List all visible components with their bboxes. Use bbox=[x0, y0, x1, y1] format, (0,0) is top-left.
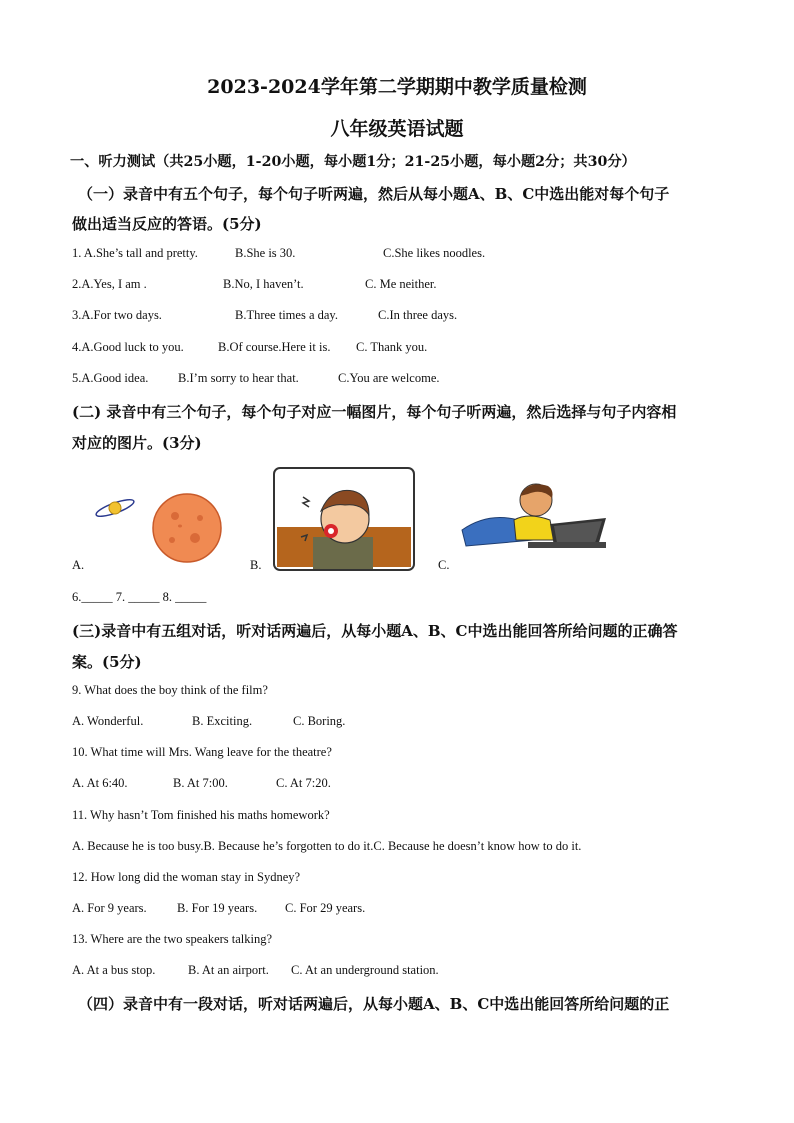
picture-a-label: A. bbox=[72, 558, 85, 572]
option-b: B.Three times a day. bbox=[235, 308, 338, 322]
question-9: 9. What does the boy think of the film? bbox=[72, 683, 268, 697]
question-13-options bbox=[72, 963, 439, 978]
question-11-options bbox=[72, 839, 581, 854]
question-2 bbox=[72, 277, 437, 292]
option-a: A. For 9 years. bbox=[72, 901, 147, 915]
option-c: C.In three days. bbox=[378, 308, 458, 322]
part1-heading: 一、听力测试（共25小题，1-20小题，每小题1分；21-25小题，每小题2分；共30分） bbox=[70, 154, 636, 170]
exam-title: 2023-2024学年第二学期期中教学质量检测 bbox=[207, 76, 587, 98]
sec1-instruction-line1: （一）录音中有五个句子，每个句子听两遍，然后从每小题A、B、C中选出能对每个句子 bbox=[78, 185, 670, 203]
picture-a-planets bbox=[90, 488, 240, 563]
question-10-options bbox=[72, 776, 331, 791]
sec1-instruction-line2: 做出适当反应的答语。(5分) bbox=[72, 215, 262, 233]
sec2-instruction-line2: 对应的图片。(3分) bbox=[72, 434, 202, 452]
picture-b-toothache bbox=[273, 467, 415, 571]
option-b: B. At 7:00. bbox=[173, 776, 228, 790]
option-b: B.No, I haven’t. bbox=[223, 277, 304, 291]
option-c: C. For 29 years. bbox=[285, 901, 366, 915]
option-b: B.She is 30. bbox=[235, 246, 296, 260]
option-a: 5.A.Good idea. bbox=[72, 371, 149, 385]
option-c: C. Because he doesn’t know how to do it. bbox=[373, 839, 582, 853]
question-4 bbox=[72, 340, 427, 355]
question-11: 11. Why hasn’t Tom finished his maths homework? bbox=[72, 808, 330, 822]
option-a: A. Wonderful. bbox=[72, 714, 144, 728]
sec3-instruction-line2: 案。(5分) bbox=[72, 653, 142, 671]
option-c: C. Me neither. bbox=[365, 277, 437, 291]
question-9-options bbox=[72, 714, 345, 729]
option-c: C. Thank you. bbox=[356, 340, 428, 354]
option-b: B.Of course.Here it is. bbox=[218, 340, 331, 354]
option-a: A. At 6:40. bbox=[72, 776, 128, 790]
option-a: 4.A.Good luck to you. bbox=[72, 340, 184, 354]
option-a: 2.A.Yes, I am . bbox=[72, 277, 147, 291]
answer-blanks-6-8: 6._____ 7. _____ 8. _____ bbox=[72, 590, 207, 604]
sec3-instruction-line1: (三)录音中有五组对话，听对话两遍后，从每小题A、B、C中选出能回答所给问题的正确答 bbox=[72, 622, 678, 640]
option-c: C.She likes noodles. bbox=[383, 246, 486, 260]
option-c: C. At 7:20. bbox=[276, 776, 331, 790]
picture-b-label: B. bbox=[250, 558, 262, 572]
option-a: 1. A.She’s tall and pretty. bbox=[72, 246, 198, 260]
question-12: 12. How long did the woman stay in Sydney? bbox=[72, 870, 301, 884]
question-13: 13. Where are the two speakers talking? bbox=[72, 932, 273, 946]
question-1 bbox=[72, 246, 485, 261]
question-3 bbox=[72, 308, 457, 323]
option-b: B. Because he’s forgotten to do it. bbox=[203, 839, 374, 853]
option-c: C. Boring. bbox=[293, 714, 346, 728]
option-a: A. At a bus stop. bbox=[72, 963, 156, 977]
picture-c-label: C. bbox=[438, 558, 450, 572]
option-b: B.I’m sorry to hear that. bbox=[178, 371, 299, 385]
option-b: B. For 19 years. bbox=[177, 901, 258, 915]
option-a: A. Because he is too busy. bbox=[72, 839, 204, 853]
question-12-options bbox=[72, 901, 365, 916]
picture-c-laptop bbox=[458, 480, 610, 552]
question-10: 10. What time will Mrs. Wang leave for the theatre? bbox=[72, 745, 332, 759]
option-a: 3.A.For two days. bbox=[72, 308, 162, 322]
question-5 bbox=[72, 371, 440, 386]
option-b: B. Exciting. bbox=[192, 714, 253, 728]
option-c: C. At an underground station. bbox=[291, 963, 439, 977]
exam-subtitle: 八年级英语试题 bbox=[330, 118, 464, 140]
sec4-instruction-line1: （四）录音中有一段对话，听对话两遍后，从每小题A、B、C中选出能回答所给问题的正 bbox=[78, 995, 670, 1013]
option-b: B. At an airport. bbox=[188, 963, 269, 977]
sec2-instruction-line1: (二) 录音中有三个句子，每个句子对应一幅图片，每个句子听两遍，然后选择与句子内容相 bbox=[72, 403, 677, 421]
option-c: C.You are welcome. bbox=[338, 371, 440, 385]
